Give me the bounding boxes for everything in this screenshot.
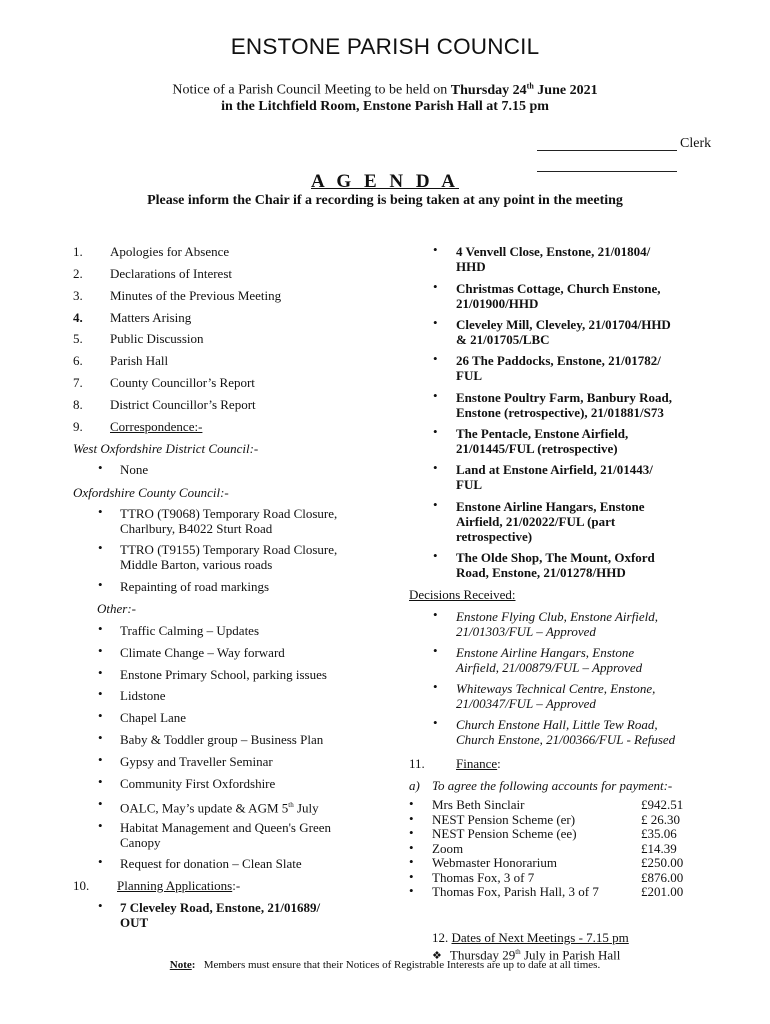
list-item-line: Whiteways Technical Centre, Enstone, bbox=[456, 681, 656, 696]
list-item-line: The Olde Shop, The Mount, Oxford bbox=[456, 550, 655, 565]
decisions-heading: Decisions Received: bbox=[409, 587, 516, 602]
payment-bullet-icon: • bbox=[409, 883, 414, 898]
list-item-line: None bbox=[120, 462, 149, 477]
payment-amount: £201.00 bbox=[641, 884, 684, 899]
agenda-item-text: Declarations of Interest bbox=[110, 266, 233, 281]
list-item-line: Community First Oxfordshire bbox=[120, 776, 276, 791]
meeting-location: in the Litchfield Room, Enstone Parish Hall at 7.15 pm bbox=[221, 99, 549, 114]
payment-payee: NEST Pension Scheme (er) bbox=[432, 811, 576, 827]
list-item-line: Lidstone bbox=[120, 688, 166, 703]
footer-note: Note: Members must ensure that their Notices of Registrable Interests are up to date at all times. bbox=[169, 959, 601, 971]
list-item-line: TTRO (T9155) Temporary Road Closure, bbox=[120, 542, 338, 557]
list-item-line: 4 Venvell Close, Enstone, 21/01804/ bbox=[456, 244, 651, 259]
list-item-line: 26 The Paddocks, Enstone, 21/01782/ bbox=[456, 353, 661, 368]
list-item-line: Christmas Cottage, Church Enstone, bbox=[456, 281, 661, 296]
finance-heading: Finance: bbox=[456, 756, 501, 771]
recording-notice: Please inform the Chair if a recording is being taken at any point in the meeting bbox=[147, 193, 623, 208]
agenda-item-number: 5. bbox=[73, 331, 83, 346]
list-item-line: 21/01303/FUL – Approved bbox=[456, 624, 596, 639]
list-item-line: 21/00347/FUL – Approved bbox=[456, 696, 596, 711]
oalc-text-end: July bbox=[293, 800, 319, 816]
payment-amount: £942.51 bbox=[641, 797, 684, 812]
notice-prefix: Notice of a Parish Council Meeting to be held on bbox=[172, 82, 451, 98]
bullet-icon: • bbox=[98, 504, 103, 519]
payment-payee: Mrs Beth Sinclair bbox=[432, 797, 525, 812]
bullet-icon: • bbox=[433, 460, 438, 475]
agenda-item-text: Parish Hall bbox=[110, 353, 169, 368]
accounts-label: a) bbox=[409, 778, 420, 793]
agenda-item-text: Correspondence:- bbox=[110, 419, 203, 434]
agenda-item-number: 3. bbox=[73, 288, 83, 303]
occ-heading: Oxfordshire County Council:- bbox=[73, 485, 229, 500]
list-item-line bbox=[120, 798, 319, 815]
payment-bullet-icon: • bbox=[409, 854, 414, 869]
payment-bullet-icon: • bbox=[409, 796, 414, 811]
bullet-icon: • bbox=[433, 715, 438, 730]
agenda-item-text: District Councillor’s Report bbox=[110, 397, 256, 412]
list-item-line: Canopy bbox=[120, 835, 161, 850]
bullet-icon: • bbox=[98, 460, 103, 475]
meeting-notice bbox=[0, 81, 770, 99]
planning-heading: Planning Applications:- bbox=[117, 878, 241, 893]
list-item-line: Enstone Airline Hangars, Enstone bbox=[456, 499, 645, 514]
notice-date: Thursday 24 bbox=[450, 82, 527, 98]
bullet-icon: • bbox=[433, 315, 438, 330]
next-meetings-heading: 12. Dates of Next Meetings - 7.15 pm bbox=[432, 930, 629, 945]
list-item-line: Land at Enstone Airfield, 21/01443/ bbox=[456, 462, 653, 477]
list-item-line: TTRO (T9068) Temporary Road Closure, bbox=[120, 506, 338, 521]
bullet-icon: • bbox=[98, 854, 103, 869]
bullet-icon: • bbox=[98, 621, 103, 636]
payment-payee: Thomas Fox, 3 of 7 bbox=[432, 869, 535, 885]
agenda-heading: A G E N D A bbox=[311, 171, 459, 192]
payment-bullet-icon: • bbox=[409, 839, 414, 855]
agenda-item-text: Public Discussion bbox=[110, 331, 204, 346]
list-item-line: Enstone Airline Hangars, Enstone bbox=[456, 645, 635, 660]
agenda-item-text: Minutes of the Previous Meeting bbox=[110, 288, 282, 303]
bullet-icon: • bbox=[98, 818, 103, 833]
list-item-line: Middle Barton, various roads bbox=[120, 557, 273, 572]
other-heading: Other:- bbox=[97, 601, 136, 616]
finance-number: 11. bbox=[409, 756, 425, 771]
bullet-icon: • bbox=[98, 577, 103, 592]
bullet-icon: • bbox=[433, 497, 438, 512]
agenda-item-number: 7. bbox=[73, 375, 83, 390]
bullet-icon: • bbox=[98, 796, 103, 811]
wodc-heading: West Oxfordshire District Council:- bbox=[73, 441, 259, 456]
bullet-icon: • bbox=[98, 730, 103, 745]
planning-number: 10. bbox=[73, 878, 90, 893]
list-item-line: The Pentacle, Enstone Airfield, bbox=[456, 426, 629, 441]
clerk-signature-line bbox=[537, 136, 677, 151]
list-item-line: FUL bbox=[456, 477, 482, 492]
bullet-icon: • bbox=[98, 774, 103, 789]
agenda-item-text: County Councillor’s Report bbox=[110, 375, 255, 390]
bullet-icon: • bbox=[98, 898, 103, 913]
list-item-line: Enstone Poultry Farm, Banbury Road, bbox=[456, 390, 672, 405]
list-item-line: retrospective) bbox=[456, 529, 533, 544]
bullet-icon: • bbox=[433, 279, 438, 294]
accounts-text: To agree the following accounts for payment:- bbox=[432, 778, 673, 793]
agenda-item-number: 9. bbox=[73, 419, 83, 434]
list-item-line: OUT bbox=[120, 915, 149, 930]
list-item-line: Repainting of road markings bbox=[120, 579, 270, 594]
bullet-icon: • bbox=[433, 424, 438, 439]
payment-amount: £876.00 bbox=[641, 869, 684, 885]
notice-date-sup: th bbox=[526, 81, 534, 90]
payment-amount: £250.00 bbox=[641, 855, 684, 870]
bullet-icon: • bbox=[98, 665, 103, 680]
list-item-line: 7 Cleveley Road, Enstone, 21/01689/ bbox=[120, 900, 321, 915]
oalc-text: OALC, May’s update & AGM 5 bbox=[120, 800, 289, 816]
clerk-date-line bbox=[537, 157, 677, 172]
list-item-line: Chapel Lane bbox=[120, 710, 187, 725]
payment-payee: NEST Pension Scheme (ee) bbox=[432, 826, 577, 841]
diamond-bullet-icon: ❖ bbox=[432, 950, 442, 963]
list-item-line: Gypsy and Traveller Seminar bbox=[120, 754, 273, 769]
agenda-item-number: 2. bbox=[73, 266, 83, 281]
list-item-line: 21/01900/HHD bbox=[456, 296, 539, 311]
list-item-line: Habitat Management and Queen's Green bbox=[120, 820, 331, 835]
bullet-icon: • bbox=[98, 752, 103, 767]
bullet-icon: • bbox=[98, 686, 103, 701]
payment-payee: Thomas Fox, Parish Hall, 3 of 7 bbox=[432, 884, 599, 899]
list-item-line: Climate Change – Way forward bbox=[120, 645, 285, 660]
bullet-icon: • bbox=[98, 708, 103, 723]
bullet-icon: • bbox=[433, 548, 438, 563]
bullet-icon: • bbox=[433, 242, 438, 257]
bullet-icon: • bbox=[433, 351, 438, 366]
list-item-line: Request for donation – Clean Slate bbox=[120, 856, 302, 871]
list-item-line: Charlbury, B4022 Sturt Road bbox=[120, 521, 273, 536]
agenda-item-number: 8. bbox=[73, 397, 83, 412]
payment-payee: Webmaster Honorarium bbox=[432, 855, 557, 870]
payment-amount: £ 26.30 bbox=[641, 811, 680, 827]
payment-bullet-icon: • bbox=[409, 825, 414, 840]
agenda-item-number: 1. bbox=[73, 244, 83, 259]
list-item-line: Traffic Calming – Updates bbox=[120, 623, 260, 638]
payment-payee: Zoom bbox=[432, 840, 464, 856]
clerk-label: Clerk bbox=[680, 136, 712, 151]
payment-bullet-icon: • bbox=[409, 810, 414, 826]
bullet-icon: • bbox=[433, 679, 438, 694]
list-item-line: Baby & Toddler group – Business Plan bbox=[120, 732, 324, 747]
list-item-line: Enstone (retrospective), 21/01881/S73 bbox=[456, 405, 664, 420]
notice-date-suffix: June 2021 bbox=[533, 82, 598, 98]
list-item-line: Church Enstone, 21/00366/FUL - Refused bbox=[456, 732, 676, 747]
agenda-item-text: Matters Arising bbox=[110, 310, 192, 325]
bullet-icon: • bbox=[433, 607, 438, 622]
list-item-line: & 21/01705/LBC bbox=[456, 332, 550, 347]
list-item-line: Enstone Flying Club, Enstone Airfield, bbox=[456, 609, 658, 624]
list-item-line: Cleveley Mill, Cleveley, 21/01704/HHD bbox=[456, 317, 671, 332]
payment-amount: £35.06 bbox=[641, 826, 677, 841]
agenda-item-number: 4. bbox=[73, 310, 83, 325]
list-item-line: Road, Enstone, 21/01278/HHD bbox=[456, 565, 626, 580]
list-item-line: HHD bbox=[456, 259, 486, 274]
list-item-line: Airfield, 21/02022/FUL (part bbox=[456, 514, 616, 529]
bullet-icon: • bbox=[433, 388, 438, 403]
list-item-line: Church Enstone Hall, Little Tew Road, bbox=[456, 717, 658, 732]
bullet-icon: • bbox=[433, 643, 438, 658]
agenda-item-text: Apologies for Absence bbox=[110, 244, 230, 259]
agenda-item-number: 6. bbox=[73, 353, 83, 368]
payment-amount: £14.39 bbox=[641, 840, 677, 856]
list-item-line: FUL bbox=[456, 368, 482, 383]
page-title: ENSTONE PARISH COUNCIL bbox=[230, 34, 540, 59]
oalc-sup: th bbox=[288, 801, 294, 809]
list-item-line: 21/01445/FUL (retrospective) bbox=[456, 441, 618, 456]
list-item-line: Enstone Primary School, parking issues bbox=[120, 667, 327, 682]
bullet-icon: • bbox=[98, 643, 103, 658]
payment-bullet-icon: • bbox=[409, 868, 414, 884]
bullet-icon: • bbox=[98, 540, 103, 555]
list-item-line: Airfield, 21/00879/FUL – Approved bbox=[456, 660, 643, 675]
next-meeting-item: ❖ Thursday 29th July in Parish Hall bbox=[432, 947, 621, 963]
